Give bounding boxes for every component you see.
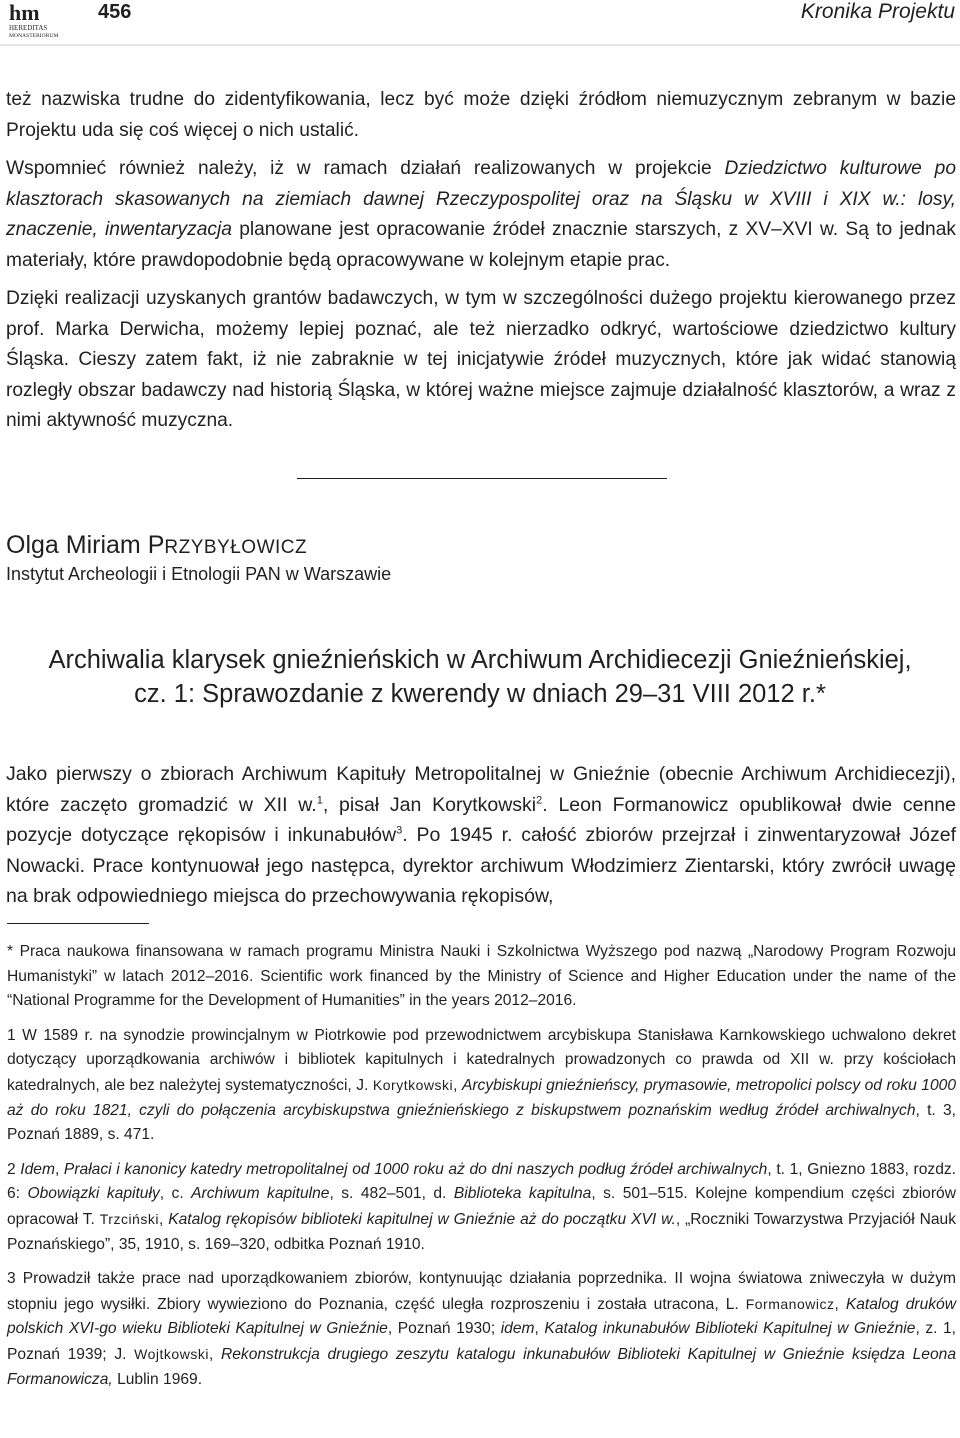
author-name: [6, 530, 307, 563]
footnotes: [7, 940, 956, 1402]
svg-text:hm: hm: [9, 2, 40, 25]
fn-author: Formanowicz: [745, 1295, 835, 1312]
section-divider: [297, 478, 667, 479]
footnote-1: [7, 1024, 956, 1148]
footnote-rule: [7, 923, 149, 924]
fn-text: , t. 3, Poznań 1889, s. 471.: [7, 1101, 957, 1144]
title-line-1: Archiwalia klarysek gnieźnieńskich w Archiwum Archidiecezji Gnieźnieńskiej,: [48, 646, 912, 674]
body-text: . Po 1945 r. całość zbiorów przejrzał i zinwentaryzował Józef Nowacki. Prace kontynuował jego następca, dyrektor archiwum Włodzimierz Zientarski, który zwrócił uwagę na brak odpowiedniego miejsca do przechowywania rękopisów,: [6, 824, 956, 907]
fn-text: 1 W 1589 r. na synodzie prowincjalnym w Piotrkowie pod przewodnictwem arcybiskupa Stanisława Karnkowskiego uchwalono dekret dotyczący uporządkowania archiwów i bibliotek kapitulnych i katedralnych prowadzonych co prawda od XII w. przy kościołach katedralnych, ale bez należytej systematyczności, J.: [7, 1026, 956, 1094]
fn-text: Lublin 1969.: [112, 1370, 203, 1388]
section-text: [6, 85, 956, 445]
fn-title: Prałaci i kanonicy katedry metropolitalnej od 1000 roku aż do dni naszych podług źródeł archiwalnych: [63, 1160, 768, 1178]
fn-text: ,: [534, 1320, 545, 1338]
body-text: . Leon Formanowicz opublikował dwie cenne pozycje dotyczące rękopisów i inkunabułów: [6, 793, 956, 846]
body-text: , pisał Jan Korytkowski: [322, 793, 537, 816]
fn-text: , c.: [159, 1185, 192, 1203]
footnote-star: * Praca naukowa finansowana w ramach programu Ministra Nauki i Szkolnictwa Wyższego pod nazwą „Narodowy Program Rozwoju Humanistyki” w latach 2012–2016. Scientific work financed by the Ministry of Science and Higher Education under the name of the “National Programme for the Development of Humanities” in the years 2012–2016.: [7, 943, 956, 1010]
fn-title: Katalog druków polskich XVI-go wieku Biblioteki Kapitulnej w Gnieźnie: [7, 1295, 956, 1338]
footnote-2: [7, 1158, 956, 1257]
fn-text: , s. 482–501, d.: [329, 1185, 454, 1203]
fn-title: Idem: [20, 1160, 55, 1178]
fn-title: Arcybiskupi gnieźnieńscy, prymasowie, metropolici polscy od roku 1000 aż do roku 1821, czyli do połączenia arcybiskupstwa gnieźnieńskiego z biskupstwem poznańskim według źródeł archiwalnych: [7, 1076, 956, 1119]
fn-text: , „Roczniki Towarzystwa Przyjaciół Nauk Poznańskiego”, 35, 1910, s. 169–320, odbitka Poznań 1910.: [7, 1210, 956, 1253]
author-institution: Instytut Archeologii i Etnologii PAN w Warszawie: [6, 564, 392, 584]
p2-text: Wspomnieć również należy, iż w ramach działań realizowanych w projekcie: [6, 158, 725, 179]
hereditas-logo: [7, 2, 63, 38]
fn-text: ,: [453, 1076, 462, 1094]
author-surname-rest: RZYBYŁOWICZ: [164, 537, 308, 558]
paragraph-2: [6, 154, 956, 276]
project-title: Dziedzictwo kulturowe po klasztorach skasowanych na ziemiach dawnej Rzeczypospolitej oraz na Śląsku w XVIII i XIX w.: losy, znaczenie, inwentaryzacja: [6, 158, 956, 240]
fn-text: ,: [834, 1295, 846, 1313]
p2-text-end: planowane jest opracowanie źródeł znacznie starszych, z XV–XVI w. Są to jednak materiały, które prawdopodobnie będą opracowywane w kolejnym etapie prac.: [6, 219, 956, 271]
footnote-3: [7, 1267, 956, 1392]
fn-text: 3 Prowadził także prace nad uporządkowaniem zbiorów, kontynuując działania poprzednika. II wojna światowa zniweczyła w dużym stopniu jego wysiłki. Zbiory wywieziono do Poznania, część uległa rozproszeniu i została utracona, L.: [7, 1270, 956, 1313]
author-surname-initial: P: [147, 531, 165, 559]
fn-title: Archiwum kapitulne: [191, 1185, 330, 1203]
fn-author: Korytkowski: [372, 1076, 454, 1093]
fn-title: Katalog inkunabułów Biblioteki Kapitulnej w Gnieźnie: [544, 1320, 916, 1338]
fn-text: ,: [208, 1345, 221, 1363]
footnote-ref-2[interactable]: 2: [536, 794, 543, 806]
author-first-names: Olga Miriam: [6, 531, 148, 559]
paragraph-1: też nazwiska trudne do zidentyfikowania, lecz być może dzięki źródłom niemuzycznym zebranym w bazie Projektu uda się coś więcej o nich ustalić.: [6, 89, 956, 141]
fn-title: idem: [500, 1320, 535, 1338]
paragraph-3: Dzięki realizacji uzyskanych grantów badawczych, w tym w szczególności dużego projektu kierowanego przez prof. Marka Derwicha, możemy lepiej poznać, ale też nierzadko odkryć, wartościowe dziedzictwo kultury Śląska. Cieszy zatem fakt, iż nie zabraknie w tej inicjatywie źródeł muzycznych, które jak widać stanowią rozległy obszar badawczy nad historią Śląska, w której ważne miejsce zajmuje działalność klasztorów, a wraz z nimi aktywność muzyczna.: [6, 288, 956, 431]
fn-title: Katalog rękopisów biblioteki kapitulnej w Gnieźnie aż do początku XVI w.: [168, 1210, 676, 1228]
running-title: Kronika Projektu: [800, 0, 955, 23]
fn-text: ,: [54, 1160, 64, 1178]
page-header: [0, 0, 960, 46]
body-text: Jako pierwszy o zbiorach Archiwum Kapituły Metropolitalnej w Gnieźnie (obecnie Archiwum Archidiecezji), które zaczęto gromadzić w XII w.: [6, 763, 956, 816]
svg-text:HEREDITAS: HEREDITAS: [9, 24, 48, 32]
fn-text: , Poznań 1930;: [387, 1320, 501, 1338]
svg-text:MONASTERIORUM: MONASTERIORUM: [9, 33, 59, 39]
fn-text: , z. 1, Poznań 1939; J.: [7, 1320, 956, 1363]
footnote-ref-1[interactable]: 1: [316, 794, 323, 806]
page-number: 456: [98, 1, 132, 23]
article-title: [0, 643, 960, 711]
footnote-ref-3[interactable]: 3: [396, 824, 403, 837]
title-line-2: cz. 1: Sprawozdanie z kwerendy w dniach 29–31 VIII 2012 r.*: [134, 680, 826, 708]
fn-text: , s. 501–515. Kolejne kompendium części zbiorów opracował T.: [7, 1185, 956, 1228]
fn-title: Biblioteka kapitulna: [453, 1185, 592, 1203]
fn-author: Trzciński: [99, 1210, 159, 1227]
fn-author: Wojtkowski: [134, 1345, 209, 1362]
fn-text: , t. 1, Gniezno 1883, rozdz. 6:: [7, 1160, 957, 1203]
fn-title: Obowiązki kapituły: [27, 1185, 160, 1203]
fn-text: ,: [158, 1210, 169, 1228]
article-body: [6, 759, 956, 912]
fn-title: Rekonstrukcja drugiego zeszytu katalogu inkunabułów Biblioteki Kapitulnej w Gnieźnie księdza Leona Formanowicza,: [7, 1345, 956, 1388]
fn-text: 2: [7, 1160, 21, 1178]
